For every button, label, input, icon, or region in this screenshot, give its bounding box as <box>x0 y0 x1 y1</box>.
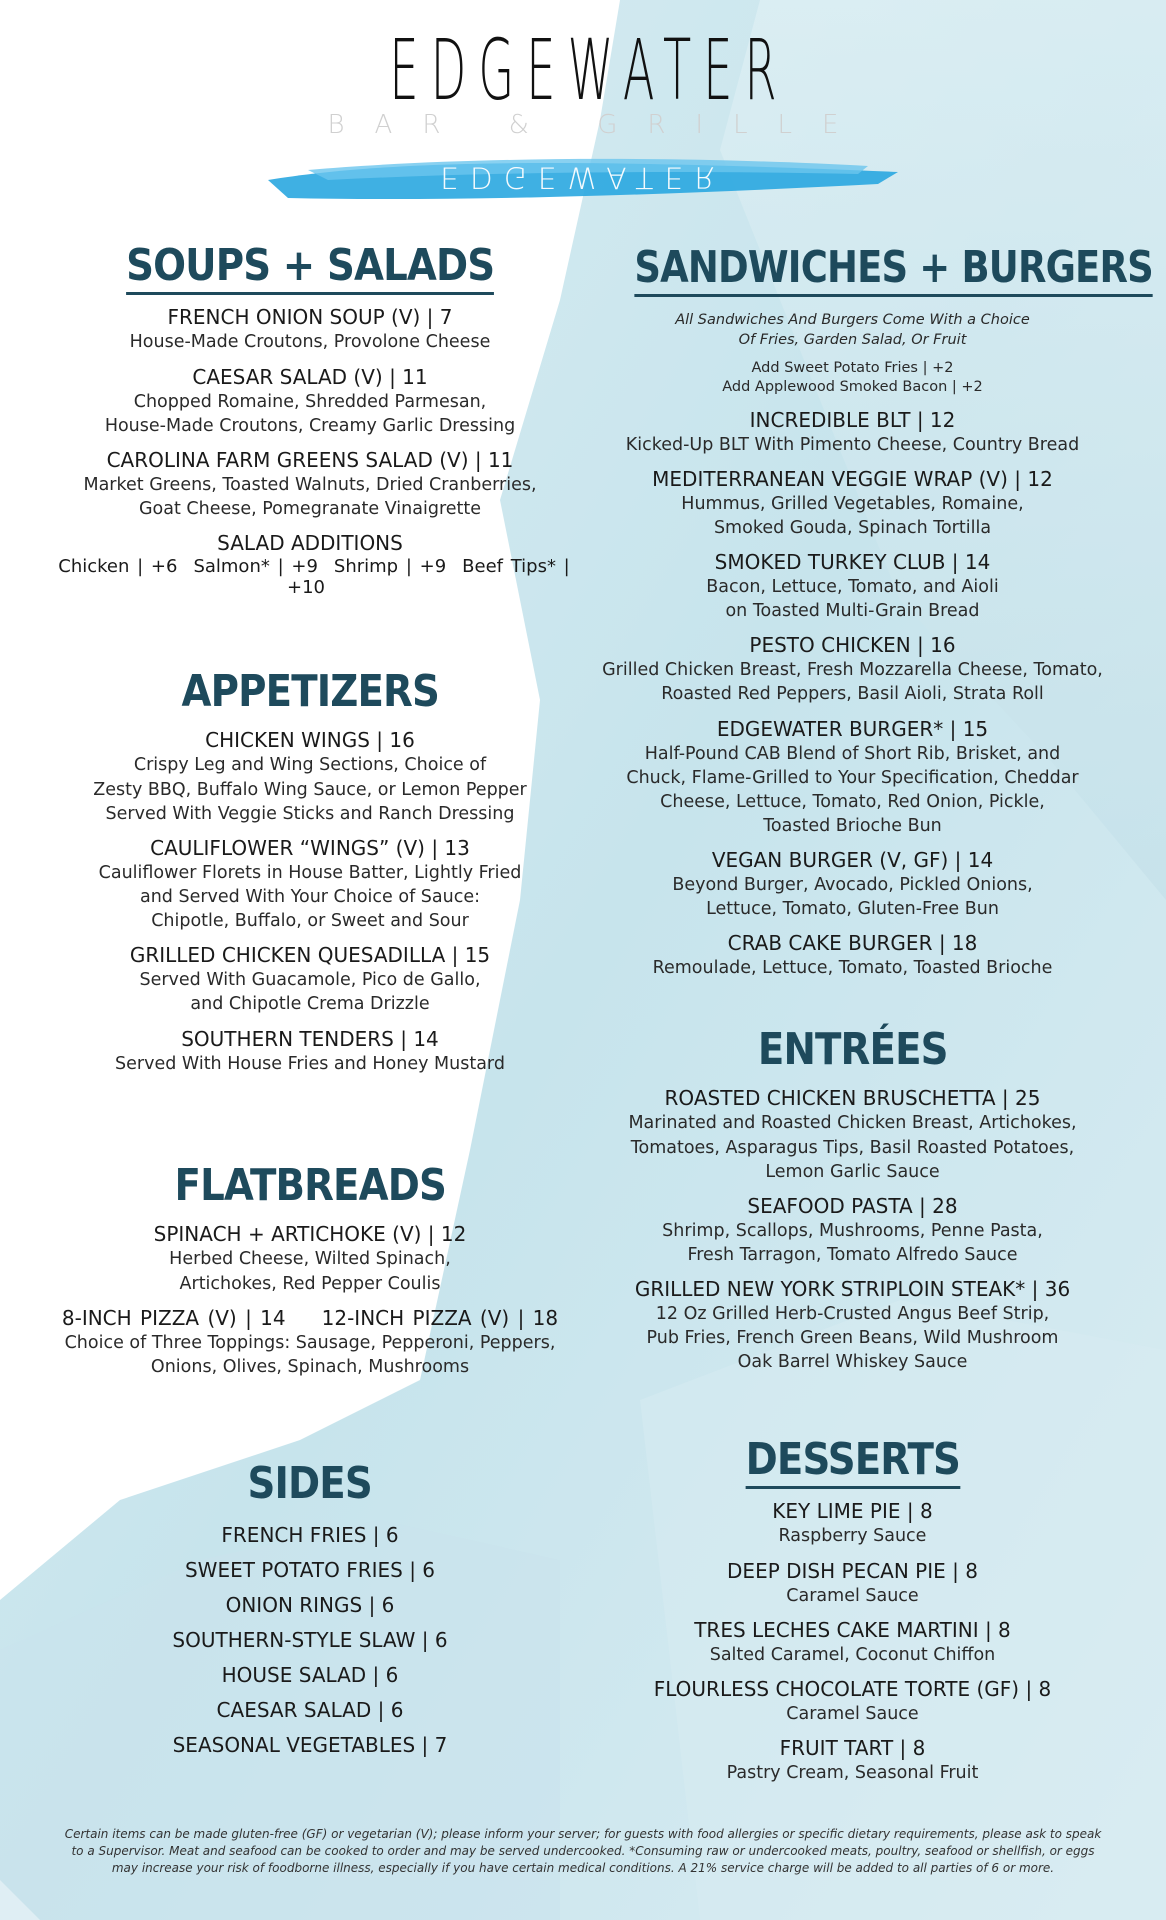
item-desc: Smoked Gouda, Spinach Tortilla <box>713 517 992 538</box>
side-item: FRENCH FRIES | 6 <box>221 1523 399 1548</box>
item-desc: Pastry Cream, Seasonal Fruit <box>726 1762 979 1783</box>
side-item: ONION RINGS | 6 <box>225 1593 395 1618</box>
addition-item: Beef Tips* | +10 <box>287 556 570 599</box>
item-desc: Half-Pound CAB Blend of Short Rib, Brisket, and <box>644 743 1061 764</box>
item-desc: Choice of Three Toppings: Sausage, Pepperoni, Peppers, <box>64 1332 556 1353</box>
side-item: SOUTHERN-STYLE SLAW | 6 <box>172 1628 448 1653</box>
menu-item <box>30 943 590 1016</box>
menu-item <box>585 467 1120 540</box>
addon-line: Add Applewood Smoked Bacon | +2 <box>722 379 983 396</box>
additions-title: SALAD ADDITIONS <box>217 531 403 556</box>
menu-item <box>585 1277 1120 1374</box>
item-desc: Served With Veggie Sticks and Ranch Dressing <box>105 803 515 824</box>
pizza-sizes <box>30 1306 590 1331</box>
note-line: Of Fries, Garden Salad, Or Fruit <box>738 331 967 348</box>
item-desc: Remoulade, Lettuce, Tomato, Toasted Brioche <box>652 958 1053 979</box>
item-name: FRENCH ONION SOUP (V) | 7 <box>167 305 453 330</box>
item-desc: Grilled Chicken Breast, Fresh Mozzarella Cheese, Tomato, <box>602 660 1103 681</box>
side-item: SEASONAL VEGETABLES | 7 <box>172 1733 448 1758</box>
item-desc: House-Made Croutons, Creamy Garlic Dressing <box>104 415 516 436</box>
item-desc: Bacon, Lettuce, Tomato, and Aioli <box>706 577 999 598</box>
item-name: INCREDIBLE BLT | 12 <box>749 407 956 432</box>
item-desc: Served With Guacamole, Pico de Gallo, <box>139 970 481 991</box>
pizza-size: 12-INCH PIZZA (V) | 18 <box>321 1305 559 1330</box>
item-desc: Tomatoes, Asparagus Tips, Basil Roasted Potatoes, <box>630 1137 1075 1158</box>
menu-item <box>585 717 1120 839</box>
menu-item <box>30 448 590 521</box>
item-desc: Marinated and Roasted Chicken Breast, Artichokes, <box>628 1113 1077 1134</box>
item-name: TRES LECHES CAKE MARTINI | 8 <box>694 1617 1011 1642</box>
item-desc: Chopped Romaine, Shredded Parmesan, <box>133 391 487 412</box>
section-sandwiches-burgers <box>585 242 1153 981</box>
section-entrees <box>585 1026 1120 1375</box>
menu-item <box>585 1499 1120 1548</box>
item-desc: Raspberry Sauce <box>778 1526 927 1547</box>
section-sides <box>30 1460 590 1763</box>
item-desc: Oak Barrel Whiskey Sauce <box>737 1352 968 1373</box>
menu-item <box>585 1086 1120 1183</box>
item-desc: Lettuce, Tomato, Gluten-Free Bun <box>706 899 999 920</box>
item-desc: Herbed Cheese, Wilted Spinach, <box>169 1249 451 1270</box>
side-item: CAESAR SALAD | 6 <box>216 1698 404 1723</box>
item-desc: Zesty BBQ, Buffalo Wing Sauce, or Lemon Pepper <box>93 779 527 800</box>
menu-item <box>30 1222 590 1295</box>
item-name: GRILLED NEW YORK STRIPLOIN STEAK* | 36 <box>634 1277 1071 1302</box>
item-desc: Pub Fries, French Green Beans, Wild Mushroom <box>646 1328 1059 1349</box>
item-name: CAESAR SALAD (V) | 11 <box>192 364 428 389</box>
item-name: SMOKED TURKEY CLUB | 14 <box>714 550 991 575</box>
item-desc: Chuck, Flame-Grilled to Your Specification, Cheddar <box>626 767 1079 788</box>
menu-item <box>30 365 590 438</box>
menu-item <box>585 633 1120 706</box>
section-title: SIDES <box>247 1458 373 1509</box>
item-name: KEY LIME PIE | 8 <box>772 1499 933 1524</box>
sandwich-addons <box>585 359 1120 398</box>
addition-item: Chicken | +6 <box>58 556 178 578</box>
item-desc: on Toasted Multi-Grain Bread <box>725 601 980 622</box>
item-desc: Served With House Fries and Honey Mustard <box>115 1053 505 1074</box>
section-soups-salads <box>30 242 590 598</box>
item-desc: Goat Cheese, Pomegranate Vinaigrette <box>138 498 482 519</box>
item-name: CRAB CAKE BURGER | 18 <box>727 931 978 956</box>
item-desc: Cauliflower Florets in House Batter, Lightly Fried <box>98 862 522 883</box>
section-desserts <box>585 1436 1120 1785</box>
section-title: DESSERTS <box>745 1436 959 1489</box>
item-desc: Chipotle, Buffalo, or Sweet and Sour <box>151 911 469 932</box>
item-desc: Crispy Leg and Wing Sections, Choice of <box>133 755 487 776</box>
section-title: SANDWICHES + BURGERS <box>634 244 1152 297</box>
additions-list <box>30 556 590 598</box>
footer-line: to a Supervisor. Meat and seafood can be cooked to order and may be served undercooked. *Consuming raw or undercooked meats, poultry, seafood or shellfish, or eggs <box>71 1843 1095 1858</box>
addon-line: Add Sweet Potato Fries | +2 <box>751 359 954 376</box>
item-desc: and Chipotle Crema Drizzle <box>190 994 430 1015</box>
addition-item: Shrimp | +9 <box>333 556 447 578</box>
item-name: MEDITERRANEAN VEGGIE WRAP (V) | 12 <box>652 466 1053 491</box>
item-desc: Lemon Garlic Sauce <box>765 1161 940 1182</box>
item-name: EDGEWATER BURGER* | 15 <box>716 716 989 741</box>
footer-line: Certain items can be made gluten-free (GF) or vegetarian (V); please inform your server; for guests with food allergies or specific dietary requirements, please ask to speak <box>64 1827 1102 1841</box>
menu-item <box>30 836 590 933</box>
pizza-item <box>30 1306 590 1379</box>
item-name: DEEP DISH PECAN PIE | 8 <box>727 1558 978 1583</box>
item-name: VEGAN BURGER (V, GF) | 14 <box>711 848 994 873</box>
item-name: FLOURLESS CHOCOLATE TORTE (GF) | 8 <box>653 1676 1052 1701</box>
item-desc: Toasted Brioche Bun <box>763 816 942 837</box>
brand-title: EDGEWATER <box>389 21 789 119</box>
item-desc: Salted Caramel, Coconut Chiffon <box>709 1644 996 1665</box>
item-desc: Hummus, Grilled Vegetables, Romaine, <box>681 493 1024 514</box>
item-desc: Beyond Burger, Avocado, Pickled Onions, <box>672 875 1033 896</box>
item-desc: and Served With Your Choice of Sauce: <box>139 886 481 907</box>
brand-logo <box>0 21 1166 140</box>
item-name: SPINACH + ARTICHOKE (V) | 12 <box>153 1222 467 1247</box>
menu-item <box>585 1736 1120 1785</box>
brand-reflection: EDGEWATER <box>440 160 726 195</box>
menu-item <box>585 1677 1120 1726</box>
footer-disclaimer <box>40 1826 1126 1876</box>
menu-item <box>585 1559 1120 1608</box>
pizza-size: 8-INCH PIZZA (V) | 14 <box>61 1305 286 1330</box>
menu-item <box>585 848 1120 921</box>
footer-line: may increase your risk of foodborne illness, especially if you have certain medical conditions. A 21% service charge will be added to all parties of 6 or more. <box>111 1860 1055 1875</box>
section-appetizers <box>30 668 590 1076</box>
sandwich-note <box>585 311 1120 350</box>
item-desc: 12 Oz Grilled Herb-Crusted Angus Beef Strip, <box>655 1304 1050 1325</box>
salad-additions <box>30 531 590 598</box>
item-name: SEAFOOD PASTA | 28 <box>747 1193 958 1218</box>
menu-item <box>585 408 1120 457</box>
item-desc: Caramel Sauce <box>786 1703 919 1724</box>
menu-item <box>585 550 1120 623</box>
item-name: ROASTED CHICKEN BRUSCHETTA | 25 <box>664 1086 1041 1111</box>
menu-item <box>30 728 590 825</box>
item-name: SOUTHERN TENDERS | 14 <box>181 1026 439 1051</box>
menu-item <box>585 1618 1120 1667</box>
item-name: PESTO CHICKEN | 16 <box>749 633 956 658</box>
item-desc: Artichokes, Red Pepper Coulis <box>179 1273 441 1294</box>
item-name: GRILLED CHICKEN QUESADILLA | 15 <box>129 943 491 968</box>
item-name: FRUIT TART | 8 <box>779 1735 926 1760</box>
item-desc: Caramel Sauce <box>786 1585 919 1606</box>
item-desc: Onions, Olives, Spinach, Mushrooms <box>150 1356 470 1377</box>
item-desc: Cheese, Lettuce, Tomato, Red Onion, Pickle, <box>660 791 1045 812</box>
item-desc: House-Made Croutons, Provolone Cheese <box>129 332 491 353</box>
menu-item <box>585 1194 1120 1267</box>
brand-subtitle: BAR & GRILLE <box>327 110 869 140</box>
item-desc: Market Greens, Toasted Walnuts, Dried Cranberries, <box>83 474 537 495</box>
item-desc: Roasted Red Peppers, Basil Aioli, Strata Roll <box>661 684 1044 705</box>
note-line: All Sandwiches And Burgers Come With a Choice <box>675 312 1030 329</box>
section-flatbreads <box>30 1162 590 1379</box>
menu-item <box>30 1027 590 1076</box>
side-item: SWEET POTATO FRIES | 6 <box>184 1558 436 1583</box>
menu-item <box>30 305 590 354</box>
section-title: APPETIZERS <box>181 666 439 717</box>
section-title: ENTRÉES <box>757 1024 948 1075</box>
section-title: FLATBREADS <box>174 1160 446 1211</box>
item-name: CAROLINA FARM GREENS SALAD (V) | 11 <box>106 447 514 472</box>
item-desc: Shrimp, Scallops, Mushrooms, Penne Pasta, <box>662 1220 1043 1241</box>
item-desc: Fresh Tarragon, Tomato Alfredo Sauce <box>687 1244 1018 1265</box>
menu-item <box>585 931 1120 980</box>
side-item: HOUSE SALAD | 6 <box>221 1663 399 1688</box>
section-title: SOUPS + SALADS <box>126 242 494 295</box>
item-desc: Kicked-Up BLT With Pimento Cheese, Country Bread <box>625 434 1080 455</box>
addition-item: Salmon* | +9 <box>193 556 318 578</box>
item-name: CHICKEN WINGS | 16 <box>205 728 415 753</box>
item-name: CAULIFLOWER “WINGS” (V) | 13 <box>150 835 470 860</box>
